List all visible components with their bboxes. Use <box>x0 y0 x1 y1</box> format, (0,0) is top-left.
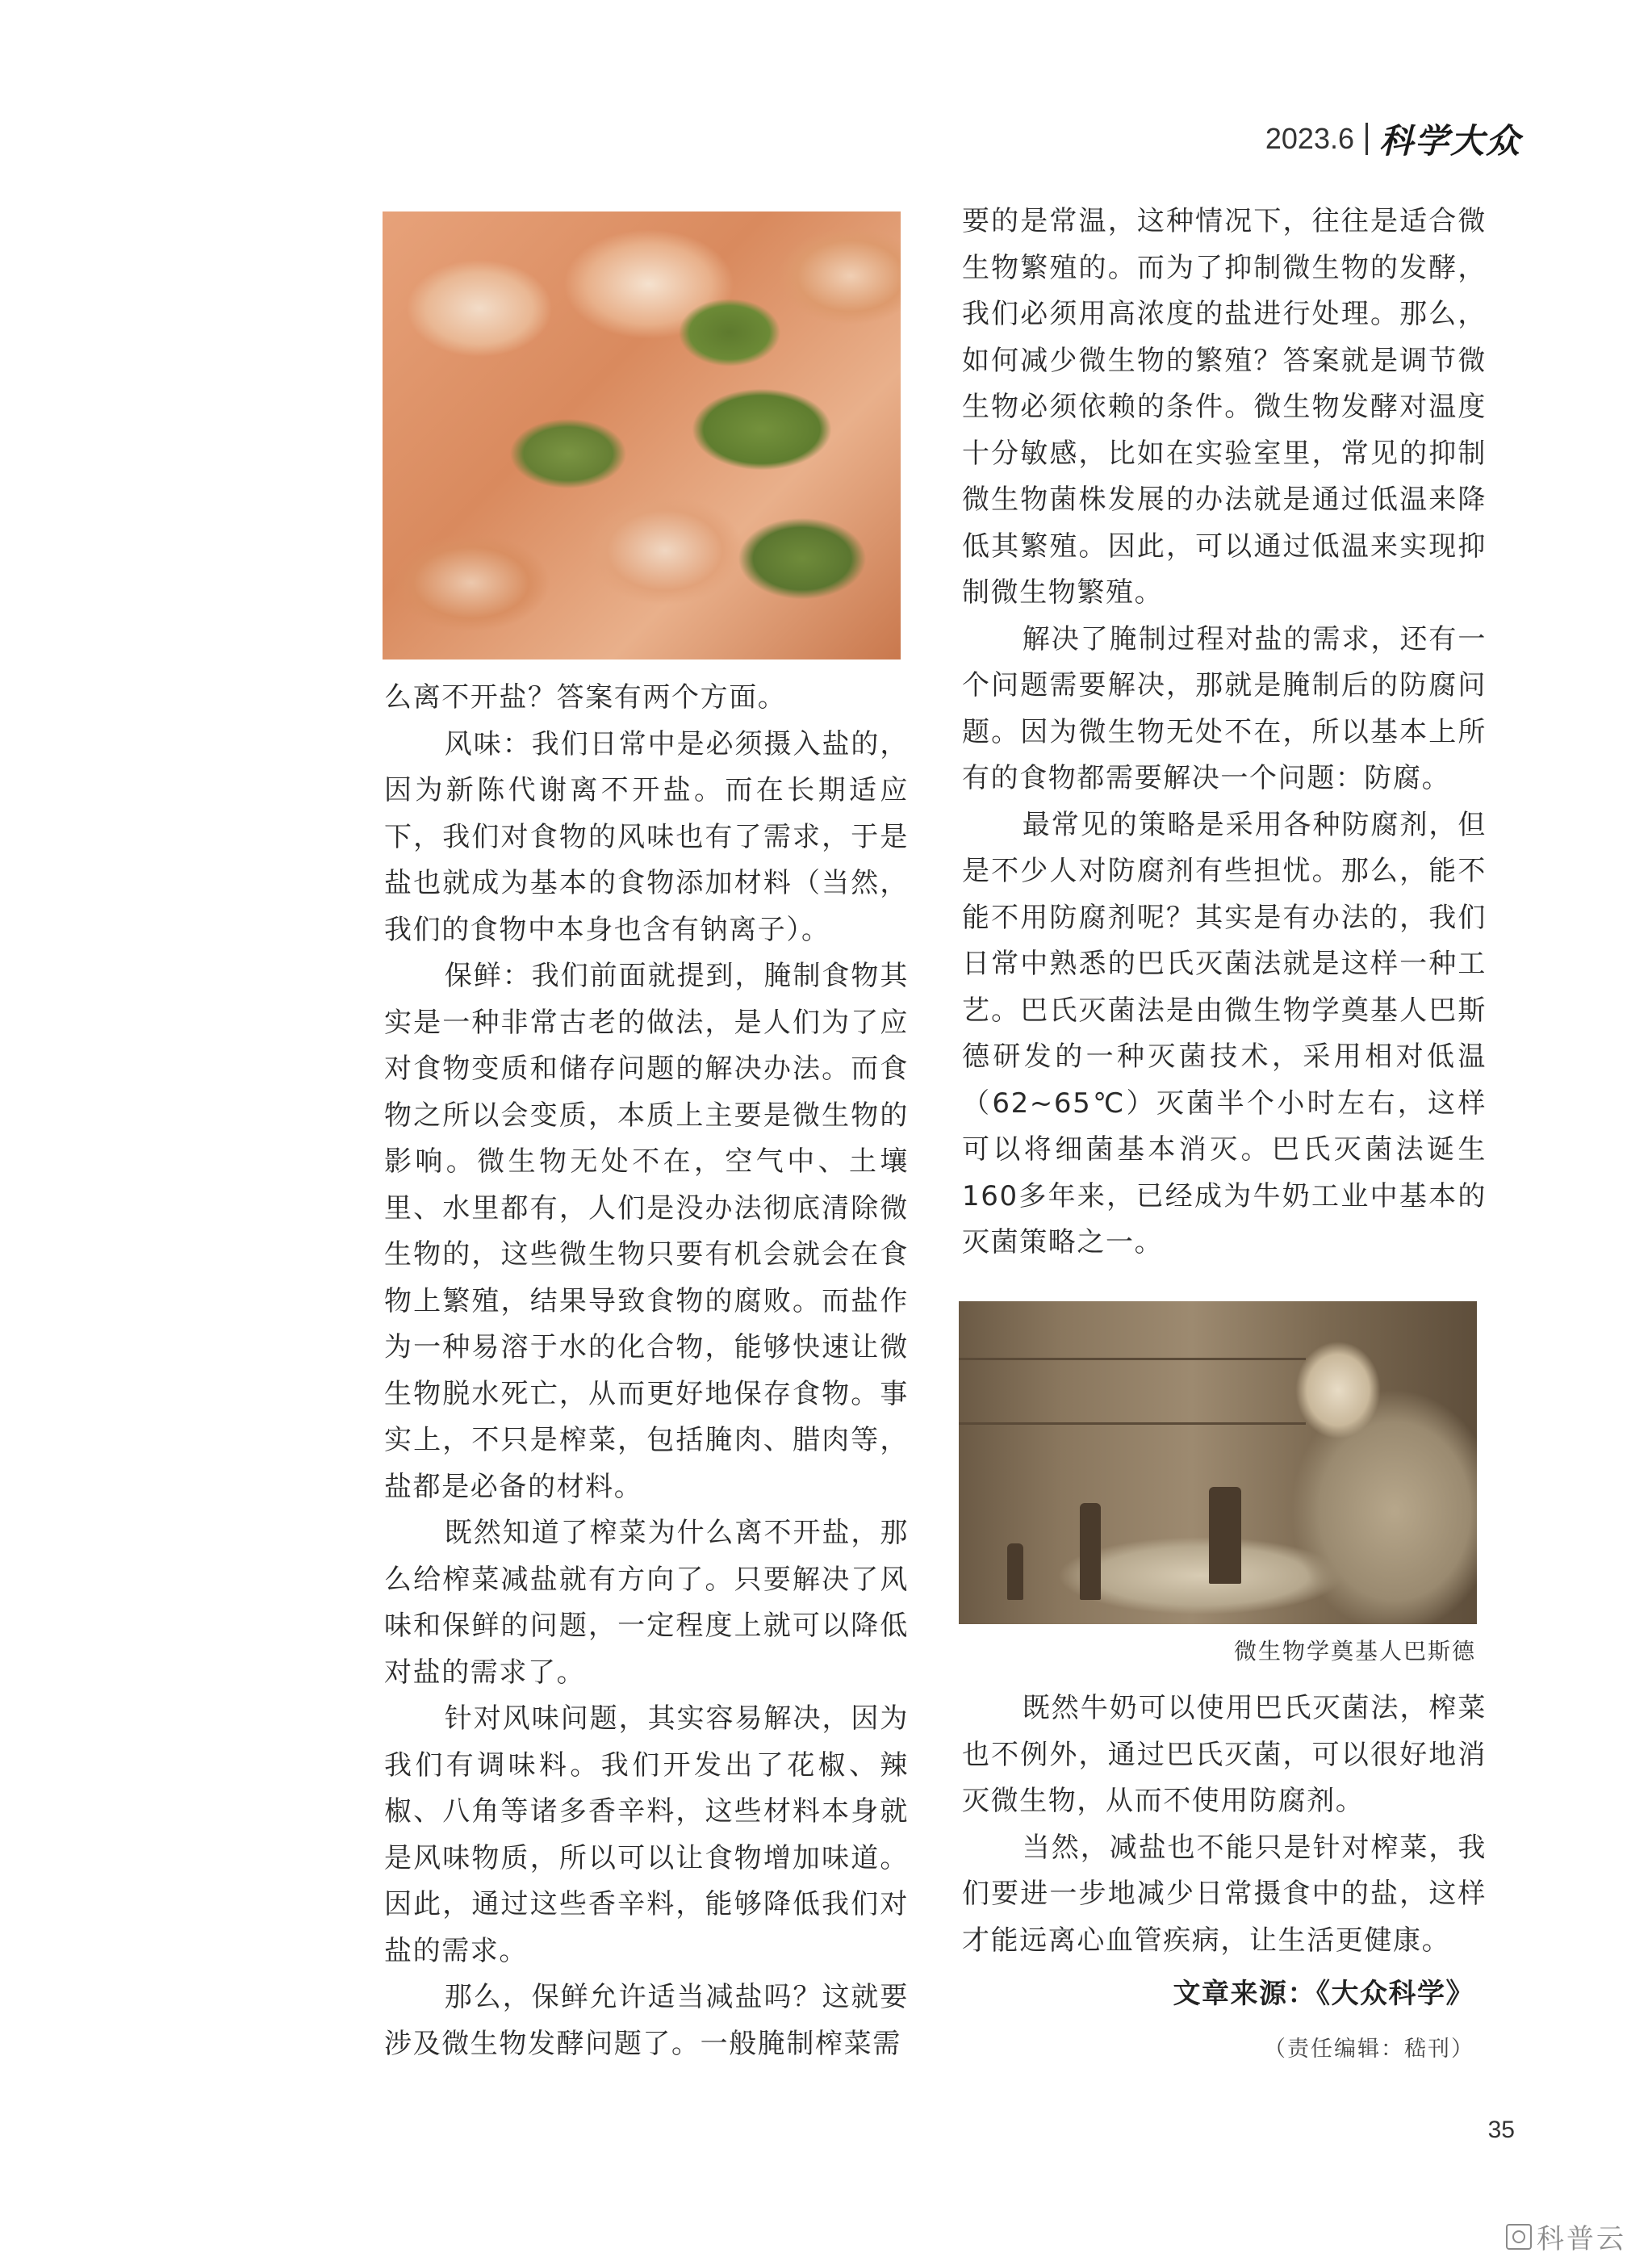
issue-date: 2023.6 <box>1265 122 1354 155</box>
pasteur-microscope-photo <box>959 1301 1477 1624</box>
paragraph: 既然牛奶可以使用巴氏灭菌法，榨菜也不例外，通过巴氏灭菌，可以很好地消灭微生物，从而不使用防腐剂。 <box>962 1692 1487 1817</box>
paragraph: 针对风味问题，其实容易解决，因为我们有调味料。我们开发出了花椒、辣椒、八角等诸多香辛料，这些材料本身就是风味物质，所以可以让食物增加味道。因此，通过这些香辛料，能够降低我们对盐的需求。 <box>384 1702 909 1967</box>
page-number: 35 <box>1487 2117 1515 2143</box>
paragraph: 要的是常温，这种情况下，往往是适合微生物繁殖的。而为了抑制微生物的发酵，我们必须用高浓度的盐进行处理。那么，如何减少微生物的繁殖？答案就是调节微生物必须依赖的条件。微生物发酵对温度十分敏感，比如在实验室里，常见的抑制微生物菌株发展的办法就是通过低温来降低其繁殖。因此，可以通过低温来实现抑制微生物繁殖。 <box>962 205 1487 609</box>
watermark-logo-icon <box>1506 2224 1532 2250</box>
photo-shelf <box>959 1422 1306 1425</box>
watermark-text: 科普云 <box>1537 2223 1626 2255</box>
photo-shelf <box>959 1358 1306 1360</box>
right-column-top <box>962 199 1487 1267</box>
paragraph: 么离不开盐？答案有两个方面。 <box>384 681 787 714</box>
article-source: 文章来源：《大众科学》 <box>1173 1978 1474 2010</box>
photo-microscope <box>1209 1487 1241 1584</box>
paragraph: 保鲜：我们前面就提到，腌制食物其实是一种非常古老的做法，是人们为了应对食物变质和储存问题的解决办法。而食物之所以会变质，本质上主要是微生物的影响。微生物无处不在，空气中、土壤里、水里都有，人们是没办法彻底清除微生物的，这些微生物只要有机会就会在食物上繁殖，结果导致食物的腐败。而盐作为一种易溶于水的化合物，能够快速让微生物脱水死亡，从而更好地保存食物。事实上，不只是榨菜，包括腌肉、腊肉等，盐都是必备的材料。 <box>384 960 909 1503</box>
left-column <box>384 675 909 2067</box>
paragraph: 那么，保鲜允许适当减盐吗？这就要涉及微生物发酵问题了。一般腌制榨菜需 <box>384 1981 909 2060</box>
photo-bottle <box>1007 1543 1023 1600</box>
photo-bottle <box>1080 1503 1101 1600</box>
paragraph: 当然，减盐也不能只是针对榨菜，我们要进一步地减少日常摄食中的盐，这样才能远离心血管疾病，让生活更健康。 <box>962 1831 1487 1957</box>
editor-credit: （责任编辑：嵇刊） <box>1264 2037 1474 2062</box>
page-header <box>1265 115 1521 163</box>
right-column-bottom <box>962 1685 1487 1964</box>
watermark <box>1506 2217 1626 2256</box>
photo-caption: 微生物学奠基人巴斯德 <box>1233 1638 1476 1664</box>
header-divider <box>1366 123 1368 155</box>
magazine-brand: 科学大众 <box>1378 121 1521 161</box>
paragraph: 解决了腌制过程对盐的需求，还有一个问题需要解决，那就是腌制后的防腐问题。因为微生物无处不在，所以基本上所有的食物都需要解决一个问题：防腐。 <box>962 622 1487 794</box>
paragraph: 既然知道了榨菜为什么离不开盐，那么给榨菜减盐就有方向了。只要解决了风味和保鲜的问题，一定程度上就可以降低对盐的需求了。 <box>384 1517 909 1689</box>
paragraph: 风味：我们日常中是必须摄入盐的，因为新陈代谢离不开盐。而在长期适应下，我们对食物的风味也有了需求，于是盐也就成为基本的食物添加材料（当然，我们的食物中本身也含有钠离子）。 <box>384 727 909 946</box>
paragraph: 最常见的策略是采用各种防腐剂，但是不少人对防腐剂有些担忧。那么，能不能不用防腐剂呢？其实是有办法的，我们日常中熟悉的巴氏灭菌法就是这样一种工艺。巴氏灭菌法是由微生物学奠基人巴斯德研发的一种灭菌技术，采用相对低温（62~65℃）灭菌半个小时左右，这样可以将细菌基本消灭。巴氏灭菌法诞生160多年来，已经成为牛奶工业中基本的灭菌策略之一。 <box>962 808 1487 1258</box>
pickled-mustard-photo <box>383 211 901 660</box>
